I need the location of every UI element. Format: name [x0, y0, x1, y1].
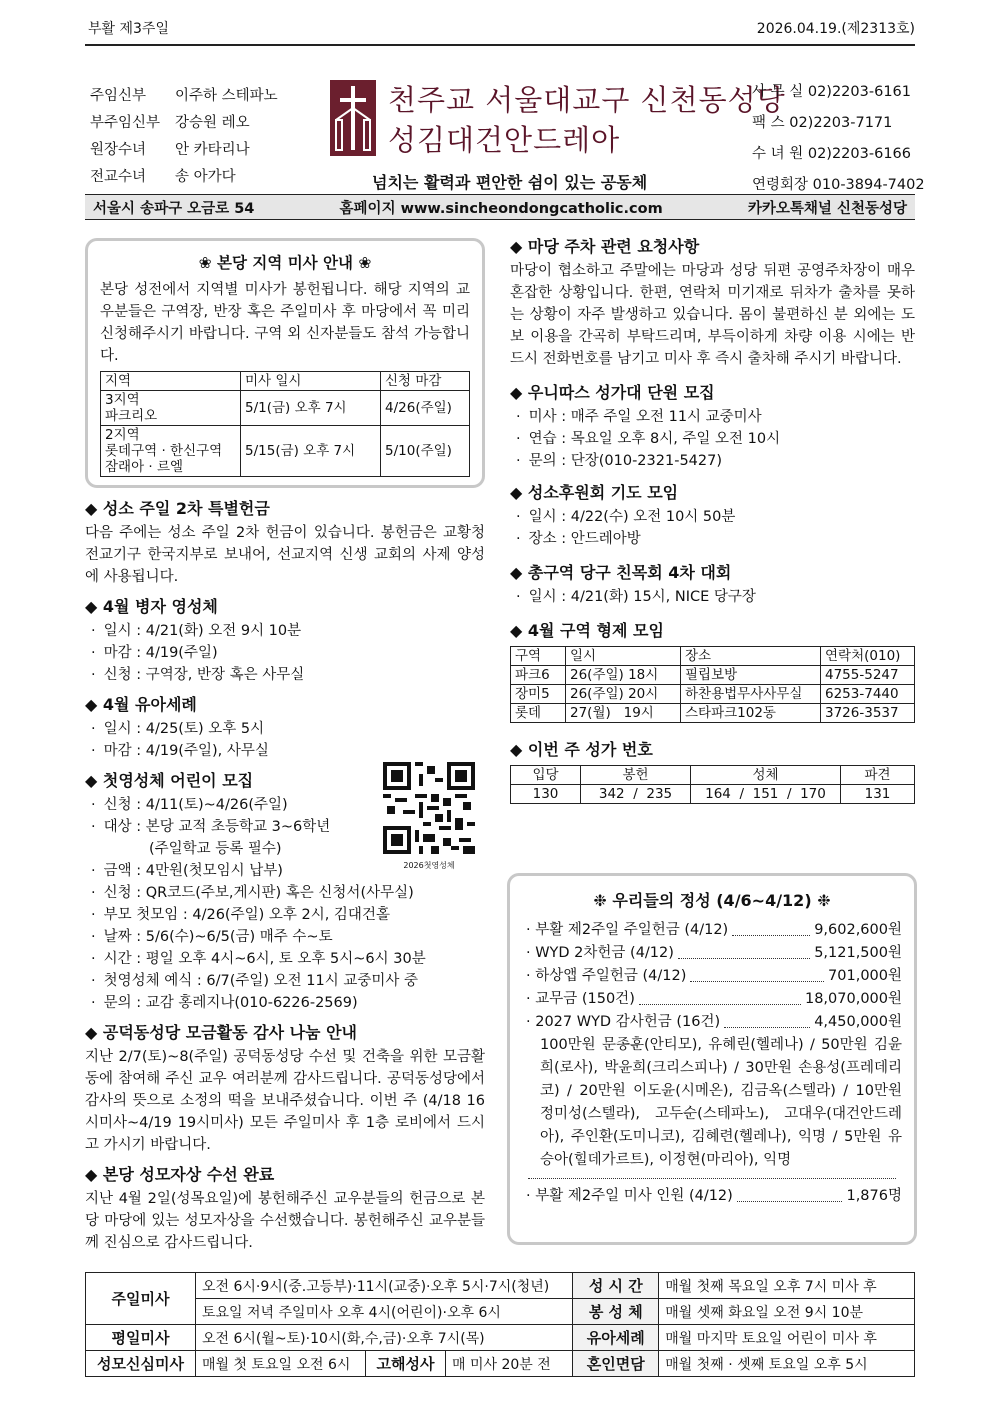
list-item: · 일시 : 4/21(화) 15시, NICE 당구장: [510, 586, 915, 608]
regional-mass-table: [100, 371, 470, 477]
hymns-table: [510, 765, 915, 804]
marriage-time: 매월 첫째 · 셋째 토요일 오후 5시: [659, 1351, 915, 1377]
contact-fax: 팩 스 02)2203-7171: [752, 115, 893, 131]
issue-date: 2026.04.19.(제2313호): [756, 21, 915, 37]
section-title: ◆ 성소후원회 기도 모임: [510, 483, 679, 502]
regional-mass-box: [85, 238, 485, 488]
list-item: · 부모 첫모임 : 4/26(주일) 오후 2시, 김대건홀: [85, 904, 485, 926]
church-patron: 성김대건안드레아: [388, 123, 621, 157]
list-item: · 연습 : 목요일 오후 8시, 주일 오전 10시: [510, 428, 915, 450]
special-collection-text: 다음 주에는 성소 주일 2차 헌금이 있습니다. 봉헌금은 교황청 전교기구 한국지부로 보내어, 선교지역 신생 교회의 사제 양성에 사용됩니다.: [85, 525, 485, 585]
anointing-time: 매월 셋째 화요일 오전 9시 10분: [659, 1299, 915, 1325]
table-header: 장소: [681, 647, 821, 666]
offerings-divider: [528, 1178, 896, 1179]
offering-row: · 2027 WYD 감사헌금 (16건) 4,450,000원: [522, 1011, 902, 1034]
table-header: 일시: [566, 647, 681, 666]
qr-code-icon[interactable]: [383, 762, 475, 854]
address: 서울시 송파구 오금로 54: [93, 200, 255, 217]
list-item: · 문의 : 단장(010-2321-5427): [510, 450, 915, 472]
contact-convent: 수 녀 원 02)2203-6166: [752, 146, 911, 162]
list-item: · 미사 : 매주 주일 오전 11시 교중미사: [510, 406, 915, 428]
holy-hour-label: 성 시 간: [573, 1273, 659, 1299]
marian-mass-time: 매월 첫 토요일 오전 6시: [196, 1351, 366, 1377]
kakao-channel: 카카오톡채널 신천동성당: [747, 200, 907, 217]
list-item-note: (주일학교 등록 필수): [149, 841, 282, 857]
table-row: 3지역 파크리오 5/1(금) 오후 7시 4/26(주일): [101, 391, 470, 426]
section-title: ◆ 공덕동성당 모금활동 감사 나눔 안내: [85, 1023, 357, 1042]
offering-row: · WYD 2차헌금 (4/12) 5,121,500원: [522, 942, 902, 965]
parking-text: 마당이 협소하고 주말에는 마당과 성당 뒤편 공영주차장이 매우 혼잡한 상황입니다. 한편, 연락처 미기재로 뒤차가 출차를 못하는 상황이 자주 발생하고 있습니다. 몸이 불편하신 분 외에는 도보 이용을 간곡히 부탁드리며, 부득이하게 차량 이용 시에는 반드시 전화번호를 남기고 미사 후 즉시 출차해 주시기 바랍니다.: [510, 263, 915, 367]
clergy-row: 전교수녀 송 아가다: [90, 169, 236, 185]
section-title: ◆ 첫영성체 어린이 모집: [85, 771, 254, 790]
table-row: [86, 1325, 915, 1351]
regional-mass-title: ❀ 본당 지역 미사 안내 ❀: [198, 254, 372, 272]
section-title: ◆ 성소 주일 2차 특별헌금: [85, 499, 270, 518]
offerings-title: ❉ 우리들의 정성 (4/6~4/12) ❉: [593, 891, 831, 910]
section-title: ◆ 이번 주 성가 번호: [510, 740, 653, 759]
church-logo-icon: [330, 80, 376, 156]
qr-caption: 2026첫영성체: [403, 861, 455, 870]
confession-time: 매 미사 20분 전: [446, 1351, 573, 1377]
list-item: · 첫영성체 예식 : 6/7(주일) 오전 11시 교중미사 중: [85, 970, 485, 992]
offering-row: · 하상앱 주일헌금 (4/12) 701,000원: [522, 965, 902, 988]
list-item: · 장소 : 안드레아방: [510, 528, 915, 550]
section-title: ◆ 4월 구역 형제 모임: [510, 621, 664, 640]
table-header: 봉헌: [581, 766, 691, 785]
table-row: 2지역 롯데구역 · 한신구역 잠래아 · 르엘 5/15(금) 오후 7시 5/10(주일): [101, 426, 470, 477]
clergy-row: 부주임신부 강승원 레오: [90, 115, 250, 131]
offering-row: · 교무금 (150건) 18,070,000원: [522, 988, 902, 1011]
list-item: · 마감 : 4/19(주일), 사무실: [85, 740, 485, 762]
regional-mass-text: 본당 성전에서 지역별 미사가 봉헌됩니다. 해당 지역의 교우분들은 구역장, 반장 혹은 주일미사 후 마당에서 꼭 미리 신청해주시기 바랍니다. 구역 외 신자분들도 참석 가능합니다.: [100, 282, 470, 364]
marriage-label: 혼인면담: [573, 1351, 659, 1377]
section-title: ◆ 4월 병자 영성체: [85, 597, 218, 616]
section-title: ◆ 총구역 당구 친목회 4차 대회: [510, 563, 732, 582]
table-row: 장미5 26(주일) 20시 하찬용법무사사무실 6253-7440: [511, 685, 915, 704]
list-item: · 문의 : 교감 홍레지나(010-6226-2569): [85, 992, 485, 1014]
list-item: · 일시 : 4/25(토) 오후 5시: [85, 718, 485, 740]
clergy-row: 주임신부 이주하 스테파노: [90, 88, 278, 104]
table-row: 파크6 26(주일) 18시 필립보방 4755-5247: [511, 666, 915, 685]
top-divider: [85, 44, 915, 46]
table-row: 130 342 / 235 164 / 151 / 170 131: [511, 785, 915, 804]
list-item: · 마감 : 4/19(주일): [85, 642, 485, 664]
section-title: ◆ 본당 성모자상 수선 완료: [85, 1165, 275, 1184]
table-header: 구역: [511, 647, 566, 666]
brothers-table: [510, 646, 915, 723]
table-header: 입당: [511, 766, 581, 785]
list-item: · 금액 : 4만원(첫모임시 납부): [85, 860, 485, 882]
motto: 넘치는 활력과 편안한 쉼이 있는 공동체: [372, 173, 648, 192]
saturday-mass-times: 토요일 저녁 주일미사 오후 4시(어린이)·오후 6시: [196, 1299, 573, 1325]
table-header: 지역: [101, 372, 241, 391]
table-header: 파견: [841, 766, 915, 785]
donor-list: 100만원 문종훈(안티모), 유혜린(헬레나) / 50만원 김윤희(로사), 박윤희(크리스피나) / 30만원 손용성(프레데리코) / 20만원 이도윤(시메온), 김금옥(스텔라) / 10만원 정미성(스텔라), 고두순(스테파노), 고대우(대건안드레아), 주인환(도미니코), 김혜련(헬레나), 익명 / 5만원 유승아(힐데가르트), 이정현(마리아), 익명: [540, 1037, 902, 1168]
offering-row: · 부활 제2주일 주일헌금 (4/12) 9,602,600원: [522, 919, 902, 942]
mary-statue-text: 지난 4월 2일(성목요일)에 봉헌해주신 교우분들의 헌금으로 본당 마당에 있는 성모자상을 수선했습니다. 봉헌해주신 교우분들께 진심으로 감사드립니다.: [85, 1191, 485, 1251]
contact-office: 사 무 실 02)2203-6161: [752, 84, 911, 100]
clergy-list: [90, 83, 278, 191]
table-header: 미사 일시: [241, 372, 381, 391]
contact-funeral: 연령회장 010-3894-7402: [752, 177, 925, 193]
table-row: [86, 1299, 915, 1325]
list-item: · 신청 : QR코드(주보,게시판) 혹은 신청서(사무실): [85, 882, 485, 904]
gongdeok-text: 지난 2/7(토)~8(주일) 공덕동성당 수선 및 건축을 위한 모금활동에 참여해 주신 교우 여러분께 감사드립니다. 공덕동성당에서 감사의 뜻으로 소정의 떡을 보내주셨습니다. 이번 주 (4/18 16시미사~4/19 19시미사) 모든 주일미사 후 1층 로비에서 드시고 가시기 바랍니다.: [85, 1049, 485, 1153]
mass-schedule-table: [85, 1272, 915, 1377]
table-header: 연락처(010): [821, 647, 915, 666]
list-item: · 날짜 : 5/6(수)~6/5(금) 매주 수~토: [85, 926, 485, 948]
holy-hour-time: 매월 첫째 목요일 오후 7시 미사 후: [659, 1273, 915, 1299]
season-label: 부활 제3주일: [88, 21, 169, 37]
list-item: · 신청 : 구역장, 반장 혹은 사무실: [85, 664, 485, 686]
clergy-row: 원장수녀 안 카타리나: [90, 142, 250, 158]
confession-label: 고해성사: [366, 1351, 446, 1377]
section-title: ◆ 마당 주차 관련 요청사항: [510, 237, 700, 256]
contact-list: [752, 77, 925, 201]
section-title: ◆ 우니따스 성가대 단원 모집: [510, 383, 715, 402]
baptism-time: 매월 마지막 토요일 어린이 미사 후: [659, 1325, 915, 1351]
table-header: 신청 마감: [381, 372, 470, 391]
attendance-row: · 부활 제2주일 미사 인원 (4/12) 1,876명: [522, 1185, 902, 1208]
offerings-box: [507, 873, 917, 1245]
list-item: · 일시 : 4/21(화) 오전 9시 10분: [85, 620, 485, 642]
table-row: [86, 1273, 915, 1299]
list-item: · 대상 : 본당 교적 초등학교 3~6학년: [85, 816, 485, 838]
right-column: [510, 236, 915, 804]
list-item: · 일시 : 4/22(수) 오전 10시 50분: [510, 506, 915, 528]
baptism-label: 유아세례: [573, 1325, 659, 1351]
table-row: 롯데 27(월) 19시 스타파크102동 3726-3537: [511, 704, 915, 723]
weekday-mass-label: 평일미사: [86, 1325, 196, 1351]
info-bar: [85, 194, 915, 220]
table-row: [86, 1351, 915, 1377]
list-item: · 시간 : 평일 오후 4시~6시, 토 오후 5시~6시 30분: [85, 948, 485, 970]
left-column: [85, 238, 485, 1254]
church-title: 천주교 서울대교구 신천동성당: [388, 83, 786, 117]
marian-mass-label: 성모신심미사: [86, 1351, 196, 1377]
list-item: · 신청 : 4/11(토)~4/26(주일): [85, 794, 485, 816]
anointing-label: 봉 성 체: [573, 1299, 659, 1325]
sunday-mass-label: 주일미사: [86, 1273, 196, 1325]
sunday-mass-times: 오전 6시·9시(중.고등부)·11시(교중)·오후 5시·7시(청년): [196, 1273, 573, 1299]
weekday-mass-times: 오전 6시(월~토)·10시(화,수,금)·오후 7시(목): [196, 1325, 573, 1351]
table-header: 성체: [691, 766, 841, 785]
section-title: ◆ 4월 유아세례: [85, 695, 197, 714]
homepage-link[interactable]: 홈페이지 www.sincheondongcatholic.com: [339, 200, 663, 217]
